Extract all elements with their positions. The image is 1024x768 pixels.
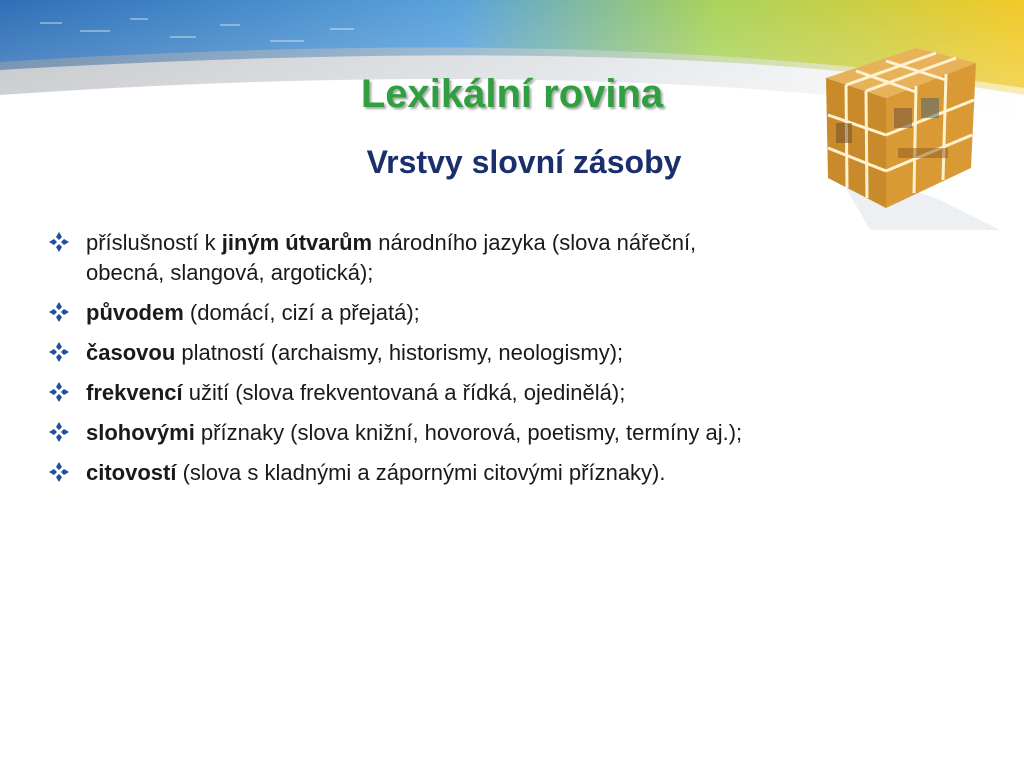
bullet-text-post: národního jazyka (slova nářeční, [372,230,697,255]
bullet-item [48,378,968,408]
slide-title: Lexikální rovina [360,72,664,116]
bullet-text-post: (slova s kladnými a zápornými citovými příznaky). [176,460,666,485]
bullet-item [48,298,968,328]
bullet-keyword: jiným útvarům [221,230,373,255]
bullet-item [48,418,968,448]
diamond-cluster-icon [48,421,70,443]
bullet-item [48,458,968,488]
bullet-list [48,228,968,498]
bullet-keyword: slohovými [86,420,195,445]
bullet-text-post: platností (archaismy, historismy, neologismy); [175,340,624,365]
diamond-cluster-icon [48,301,70,323]
bullet-item [48,228,968,288]
bullet-text-post: (domácí, cizí a přejatá); [183,300,420,325]
diamond-cluster-icon [48,381,70,403]
slide-subtitle: Vrstvy slovní zásoby [366,144,682,180]
bullet-text-post: příznaky (slova knižní, hovorová, poetismy, termíny aj.); [194,420,743,445]
diamond-cluster-icon [48,341,70,363]
bullet-keyword: původem [86,300,184,325]
bullet-text-pre: příslušností k [86,230,222,255]
diamond-cluster-icon [48,461,70,483]
bullet-keyword: časovou [86,340,176,365]
diamond-cluster-icon [48,231,70,253]
bullet-text-post: užití (slova frekventovaná a řídká, ojedinělá); [182,380,626,405]
bullet-item [48,338,968,368]
bullet-keyword: citovostí [86,460,177,485]
bullet-text-continuation: obecná, slangová, argotická); [86,260,374,285]
bullet-keyword: frekvencí [86,380,183,405]
